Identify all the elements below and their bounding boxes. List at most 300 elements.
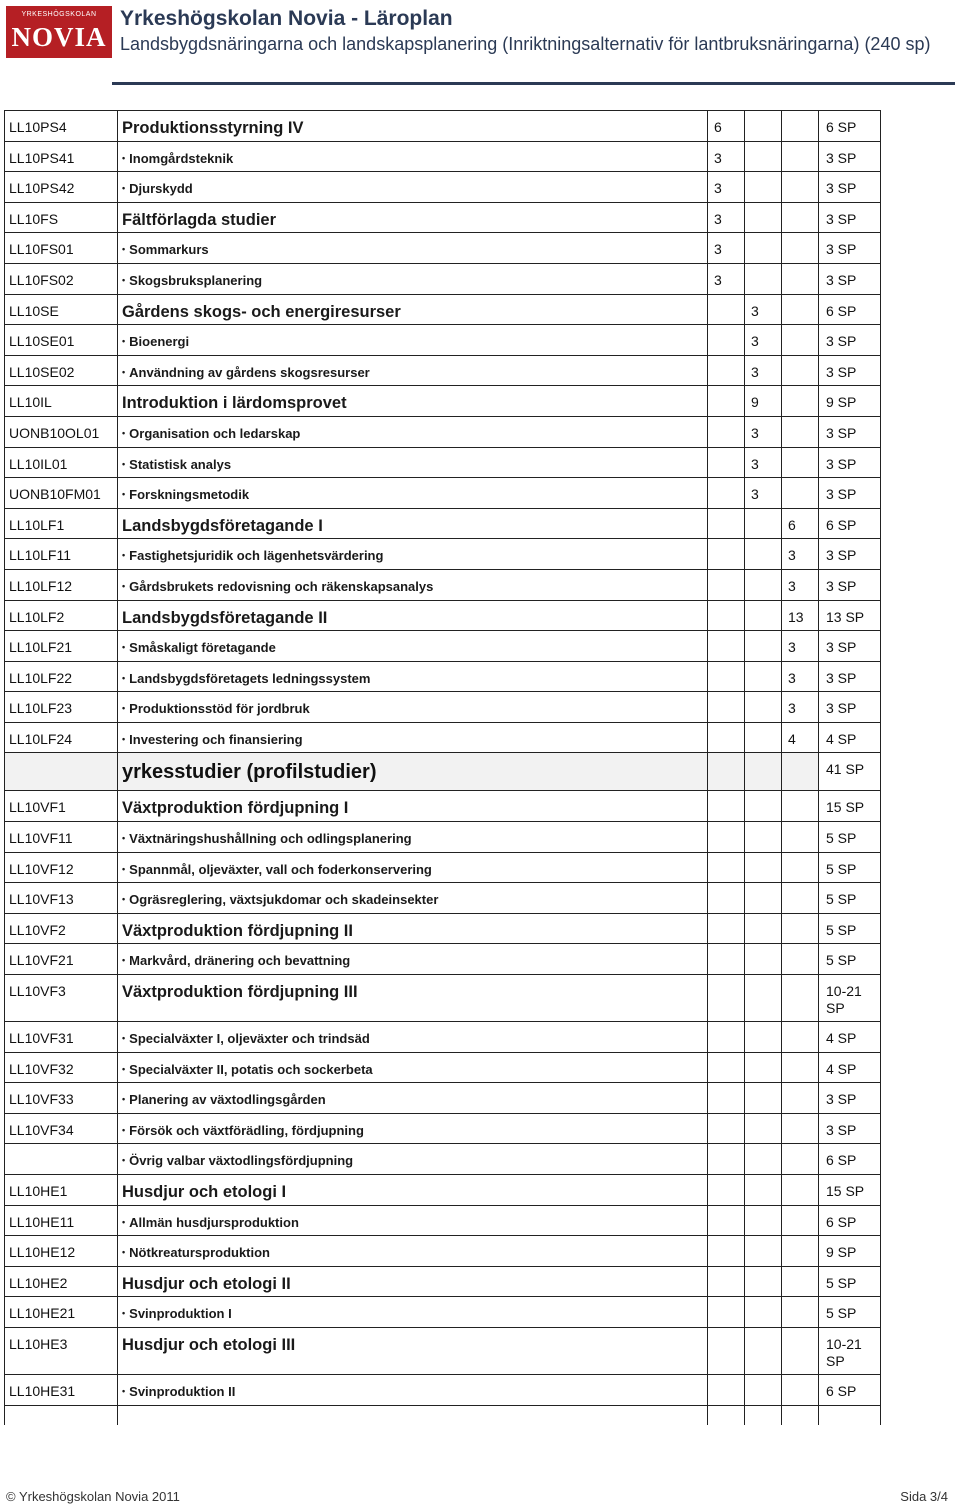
course-row xyxy=(5,1297,881,1328)
course-name-cell xyxy=(118,913,708,944)
course-name-cell xyxy=(118,111,708,142)
credits-total: 41 SP xyxy=(819,753,881,791)
course-code: LL10SE xyxy=(5,294,118,325)
course-name-cell xyxy=(118,569,708,600)
credits-total: 9 SP xyxy=(819,1236,881,1267)
course-code: LL10LF11 xyxy=(5,539,118,570)
credits-col-1 xyxy=(708,1327,745,1374)
course-name-text: Djurskydd xyxy=(129,181,193,197)
credits-col-1 xyxy=(708,355,745,386)
credits-col-2 xyxy=(745,569,782,600)
credits-col-2: 3 xyxy=(745,416,782,447)
credits-col-2 xyxy=(745,172,782,203)
credits-col-1 xyxy=(708,600,745,631)
course-name-cell xyxy=(118,263,708,294)
course-name-text: Nötkreatursproduktion xyxy=(129,1245,270,1261)
course-name: Landsbygdsföretagande I xyxy=(122,516,323,535)
credits-col-3 xyxy=(782,1083,819,1114)
course-code: LL10VF1 xyxy=(5,791,118,822)
credits-col-2: 3 xyxy=(745,478,782,509)
credits-col-2 xyxy=(745,1327,782,1374)
course-name-cell xyxy=(118,1374,708,1405)
bullet-icon: • xyxy=(122,580,126,591)
credits-col-2: 3 xyxy=(745,355,782,386)
credits-col-2 xyxy=(745,692,782,723)
credits-total: 5 SP xyxy=(819,852,881,883)
course-row xyxy=(5,141,881,172)
credits-total: 3 SP xyxy=(819,141,881,172)
credits-total: 3 SP xyxy=(819,692,881,723)
credits-col-2 xyxy=(745,111,782,142)
credits-total: 15 SP xyxy=(819,1175,881,1206)
course-name-text: Bioenergi xyxy=(129,334,190,350)
course-name: Husdjur och etologi II xyxy=(122,1274,291,1293)
course-row xyxy=(5,478,881,509)
credits-total: 6 SP xyxy=(819,294,881,325)
course-name xyxy=(122,831,412,846)
course-code: LL10VF21 xyxy=(5,944,118,975)
credits-col-3 xyxy=(782,1144,819,1175)
credits-col-3: 3 xyxy=(782,692,819,723)
course-name-cell xyxy=(118,478,708,509)
course-row xyxy=(5,631,881,662)
credits-col-3: 3 xyxy=(782,539,819,570)
credits-col-1 xyxy=(708,1374,745,1405)
credits-col-2 xyxy=(745,753,782,791)
course-row xyxy=(5,172,881,203)
course-row xyxy=(5,1083,881,1114)
course-code: LL10HE3 xyxy=(5,1327,118,1374)
credits-total: 6 SP xyxy=(819,111,881,142)
course-code: LL10VF11 xyxy=(5,822,118,853)
credits-col-1 xyxy=(708,692,745,723)
credits-col-2 xyxy=(745,1175,782,1206)
course-name-cell xyxy=(118,202,708,233)
course-name xyxy=(122,273,262,288)
course-name-cell xyxy=(118,722,708,753)
bullet-icon: • xyxy=(122,274,126,285)
course-code: LL10FS02 xyxy=(5,263,118,294)
credits-col-3 xyxy=(782,975,819,1022)
credits-col-1 xyxy=(708,631,745,662)
course-name-cell xyxy=(118,1297,708,1328)
credits-col-3 xyxy=(782,1205,819,1236)
credits-col-2 xyxy=(745,141,782,172)
credits-col-3 xyxy=(782,822,819,853)
course-code: LL10PS41 xyxy=(5,141,118,172)
course-name-cell xyxy=(118,416,708,447)
credits-col-1 xyxy=(708,975,745,1022)
course-name-text: Svinproduktion I xyxy=(129,1306,232,1322)
course-name-cell xyxy=(118,822,708,853)
course-name-cell xyxy=(118,233,708,264)
credits-col-2 xyxy=(745,1236,782,1267)
course-name-text: Fastighetsjuridik och lägenhetsvärdering xyxy=(129,548,384,564)
credits-total: 6 SP xyxy=(819,1205,881,1236)
course-code: LL10IL xyxy=(5,386,118,417)
course-code: LL10HE2 xyxy=(5,1266,118,1297)
course-name-text: Produktionsstöd för jordbruk xyxy=(129,701,310,717)
credits-col-2: 3 xyxy=(745,447,782,478)
credits-total: 10-21 SP xyxy=(819,975,881,1022)
course-code xyxy=(5,753,118,791)
bullet-icon: • xyxy=(122,1124,126,1135)
bullet-icon: • xyxy=(122,427,126,438)
course-name-text: Sommarkurs xyxy=(129,242,209,258)
bullet-icon: • xyxy=(122,733,126,744)
course-name xyxy=(122,1031,370,1046)
bullet-icon: • xyxy=(122,1094,126,1105)
credits-col-1 xyxy=(708,416,745,447)
course-code: LL10VF3 xyxy=(5,975,118,1022)
credits-col-2: 9 xyxy=(745,386,782,417)
course-name xyxy=(122,701,310,716)
course-row xyxy=(5,416,881,447)
credits-col-2 xyxy=(745,722,782,753)
course-name xyxy=(122,334,189,349)
course-row xyxy=(5,111,881,142)
credits-col-3 xyxy=(782,233,819,264)
course-row xyxy=(5,294,881,325)
bullet-icon: • xyxy=(122,152,126,163)
empty-cell xyxy=(819,1405,881,1425)
course-name-text: Spannmål, oljeväxter, vall och foderkonservering xyxy=(129,861,432,877)
credits-col-2 xyxy=(745,944,782,975)
credits-col-1 xyxy=(708,791,745,822)
credits-col-2 xyxy=(745,263,782,294)
credits-total: 3 SP xyxy=(819,569,881,600)
course-row xyxy=(5,539,881,570)
credits-col-2: 3 xyxy=(745,325,782,356)
course-name: Husdjur och etologi III xyxy=(122,1335,296,1354)
credits-col-1 xyxy=(708,1266,745,1297)
bullet-icon: • xyxy=(122,1063,126,1074)
logo-line-1: YRKESHÖGSKOLAN xyxy=(21,11,97,18)
credits-col-3 xyxy=(782,1374,819,1405)
credits-total: 3 SP xyxy=(819,325,881,356)
course-row xyxy=(5,822,881,853)
course-code: LL10VF34 xyxy=(5,1113,118,1144)
course-name-cell xyxy=(118,661,708,692)
credits-total: 4 SP xyxy=(819,1052,881,1083)
course-code: LL10HE31 xyxy=(5,1374,118,1405)
credits-col-3 xyxy=(782,1175,819,1206)
empty-cell xyxy=(782,1405,819,1425)
credits-col-3 xyxy=(782,1113,819,1144)
course-row xyxy=(5,1327,881,1374)
credits-col-3 xyxy=(782,1327,819,1374)
bullet-icon: • xyxy=(122,894,126,905)
course-name-cell xyxy=(118,294,708,325)
course-row xyxy=(5,1052,881,1083)
course-row xyxy=(5,569,881,600)
credits-col-1 xyxy=(708,913,745,944)
credits-col-1: 3 xyxy=(708,172,745,203)
course-row xyxy=(5,975,881,1022)
course-name-text: Försök och växtförädling, fördjupning xyxy=(129,1122,364,1138)
credits-col-2 xyxy=(745,202,782,233)
course-code: LL10LF23 xyxy=(5,692,118,723)
credits-col-3 xyxy=(782,1236,819,1267)
credits-col-2 xyxy=(745,791,782,822)
course-name xyxy=(122,1306,232,1321)
credits-col-2 xyxy=(745,852,782,883)
credits-col-1: 3 xyxy=(708,141,745,172)
bullet-icon: • xyxy=(122,863,126,874)
course-name xyxy=(122,579,433,594)
course-name xyxy=(122,953,350,968)
credits-total: 3 SP xyxy=(819,172,881,203)
credits-col-2: 3 xyxy=(745,294,782,325)
course-name-text: Svinproduktion II xyxy=(129,1383,236,1399)
credits-col-3: 13 xyxy=(782,600,819,631)
bullet-icon: • xyxy=(122,1247,126,1258)
bullet-icon: • xyxy=(122,642,126,653)
credits-col-2 xyxy=(745,1205,782,1236)
credits-col-1 xyxy=(708,478,745,509)
course-name xyxy=(122,1215,299,1230)
credits-total: 6 SP xyxy=(819,1144,881,1175)
course-row xyxy=(5,202,881,233)
credits-col-1 xyxy=(708,294,745,325)
course-name-cell xyxy=(118,852,708,883)
credits-col-3: 6 xyxy=(782,508,819,539)
course-name-cell xyxy=(118,1022,708,1053)
course-code: LL10LF22 xyxy=(5,661,118,692)
credits-col-3 xyxy=(782,325,819,356)
course-name-cell xyxy=(118,600,708,631)
credits-col-1: 3 xyxy=(708,202,745,233)
course-row xyxy=(5,447,881,478)
credits-col-3 xyxy=(782,1052,819,1083)
credits-col-2 xyxy=(745,1022,782,1053)
credits-col-2 xyxy=(745,975,782,1022)
course-name-text: Specialväxter II, potatis och sockerbeta xyxy=(129,1061,373,1077)
credits-col-1 xyxy=(708,722,745,753)
bullet-icon: • xyxy=(122,458,126,469)
course-name-text: Forskningsmetodik xyxy=(129,487,250,503)
course-name xyxy=(122,862,432,877)
credits-col-3 xyxy=(782,416,819,447)
credits-col-3: 3 xyxy=(782,631,819,662)
credits-col-2 xyxy=(745,1083,782,1114)
bullet-icon: • xyxy=(122,336,126,347)
course-name-cell xyxy=(118,1083,708,1114)
credits-col-1 xyxy=(708,447,745,478)
footer-page-number: Sida 3/4 xyxy=(900,1489,948,1504)
credits-col-3 xyxy=(782,791,819,822)
course-name-cell xyxy=(118,1144,708,1175)
credits-col-1 xyxy=(708,539,745,570)
section-row xyxy=(5,753,881,791)
course-code: LL10VF31 xyxy=(5,1022,118,1053)
credits-col-1 xyxy=(708,753,745,791)
credits-col-1 xyxy=(708,1083,745,1114)
course-row xyxy=(5,1144,881,1175)
credits-total: 3 SP xyxy=(819,661,881,692)
course-row xyxy=(5,722,881,753)
course-name-text: Allmän husdjursproduktion xyxy=(129,1214,299,1230)
course-code: LL10LF1 xyxy=(5,508,118,539)
course-name-cell xyxy=(118,325,708,356)
course-name-cell xyxy=(118,539,708,570)
course-row xyxy=(5,355,881,386)
credits-col-2 xyxy=(745,600,782,631)
credits-total: 3 SP xyxy=(819,631,881,662)
bullet-icon: • xyxy=(122,1308,126,1319)
credits-col-3 xyxy=(782,263,819,294)
credits-col-2 xyxy=(745,1266,782,1297)
course-name xyxy=(122,181,193,196)
credits-col-3 xyxy=(782,355,819,386)
credits-col-2 xyxy=(745,539,782,570)
course-name-cell xyxy=(118,1175,708,1206)
course-row xyxy=(5,1022,881,1053)
course-row xyxy=(5,944,881,975)
credits-total: 5 SP xyxy=(819,883,881,914)
course-code: LL10LF24 xyxy=(5,722,118,753)
bullet-icon: • xyxy=(122,1216,126,1227)
course-name xyxy=(122,892,438,907)
credits-col-2 xyxy=(745,661,782,692)
credits-col-1 xyxy=(708,1236,745,1267)
bullet-icon: • xyxy=(122,1385,126,1396)
credits-total: 3 SP xyxy=(819,202,881,233)
course-row xyxy=(5,1205,881,1236)
course-row xyxy=(5,1175,881,1206)
credits-col-3 xyxy=(782,852,819,883)
course-name xyxy=(122,1062,373,1077)
course-name-cell xyxy=(118,883,708,914)
credits-col-3 xyxy=(782,386,819,417)
credits-total: 13 SP xyxy=(819,600,881,631)
course-name-text: Växtnäringshushållning och odlingsplanering xyxy=(129,831,412,847)
course-code: LL10SE01 xyxy=(5,325,118,356)
credits-total: 3 SP xyxy=(819,1113,881,1144)
credits-col-1 xyxy=(708,852,745,883)
course-code: LL10LF2 xyxy=(5,600,118,631)
credits-total: 15 SP xyxy=(819,791,881,822)
course-name: Gårdens skogs- och energiresurser xyxy=(122,302,401,321)
course-row xyxy=(5,325,881,356)
course-name xyxy=(122,1092,326,1107)
course-name xyxy=(122,1384,235,1399)
bullet-icon: • xyxy=(122,833,126,844)
course-name: Produktionsstyrning IV xyxy=(122,119,304,137)
course-name-cell xyxy=(118,1236,708,1267)
credits-col-3 xyxy=(782,478,819,509)
curriculum-table-body xyxy=(5,111,881,1426)
course-row xyxy=(5,1113,881,1144)
course-name-text: Landsbygdsföretagets ledningssystem xyxy=(129,670,371,686)
course-name xyxy=(122,242,209,257)
page-header xyxy=(0,0,960,86)
header-divider xyxy=(112,82,955,85)
course-name-text: Inomgårdsteknik xyxy=(129,150,234,166)
course-name-cell xyxy=(118,508,708,539)
credits-col-2 xyxy=(745,822,782,853)
course-code: LL10HE21 xyxy=(5,1297,118,1328)
bullet-icon: • xyxy=(122,244,126,255)
course-row xyxy=(5,883,881,914)
credits-total: 3 SP xyxy=(819,233,881,264)
course-name xyxy=(122,1245,270,1260)
credits-col-2 xyxy=(745,1144,782,1175)
credits-col-1 xyxy=(708,569,745,600)
course-row xyxy=(5,913,881,944)
section-title: yrkesstudier (profilstudier) xyxy=(122,761,377,784)
bullet-icon: • xyxy=(122,1033,126,1044)
credits-col-3 xyxy=(782,202,819,233)
course-name xyxy=(122,487,249,502)
course-name-text: Övrig valbar växtodlingsfördjupning xyxy=(129,1153,354,1169)
course-name: Fältförlagda studier xyxy=(122,210,277,229)
course-row xyxy=(5,508,881,539)
course-name-cell xyxy=(118,975,708,1022)
empty-cell xyxy=(118,1405,708,1425)
credits-total: 3 SP xyxy=(819,1083,881,1114)
credits-col-1 xyxy=(708,661,745,692)
course-name-cell xyxy=(118,631,708,662)
course-name-cell xyxy=(118,1327,708,1374)
credits-col-1 xyxy=(708,508,745,539)
course-code: UONB10OL01 xyxy=(5,416,118,447)
course-code: LL10FS xyxy=(5,202,118,233)
empty-cell xyxy=(745,1405,782,1425)
credits-total: 5 SP xyxy=(819,1297,881,1328)
course-name xyxy=(122,732,303,747)
credits-total: 10-21 SP xyxy=(819,1327,881,1374)
course-name-cell xyxy=(118,1205,708,1236)
bullet-icon: • xyxy=(122,955,126,966)
course-code: LL10VF13 xyxy=(5,883,118,914)
credits-col-1 xyxy=(708,822,745,853)
curriculum-table xyxy=(4,110,881,1425)
course-name-cell xyxy=(118,355,708,386)
credits-col-3 xyxy=(782,1297,819,1328)
novia-logo xyxy=(6,6,112,58)
course-name: Växtproduktion fördjupning II xyxy=(122,921,353,940)
credits-total: 5 SP xyxy=(819,822,881,853)
school-title: Yrkeshögskolan Novia - Läroplan xyxy=(120,7,453,30)
credits-total: 5 SP xyxy=(819,913,881,944)
credits-col-1 xyxy=(708,1052,745,1083)
credits-total: 4 SP xyxy=(819,722,881,753)
credits-col-3 xyxy=(782,1266,819,1297)
course-name xyxy=(122,365,370,380)
credits-col-1 xyxy=(708,1144,745,1175)
credits-col-2 xyxy=(745,1052,782,1083)
bullet-icon: • xyxy=(122,183,126,194)
bullet-icon: • xyxy=(122,672,126,683)
credits-col-3 xyxy=(782,172,819,203)
credits-total: 3 SP xyxy=(819,263,881,294)
empty-cell xyxy=(5,1405,118,1425)
course-row xyxy=(5,386,881,417)
course-name-cell xyxy=(118,1052,708,1083)
credits-col-3: 4 xyxy=(782,722,819,753)
course-row xyxy=(5,791,881,822)
course-code: LL10LF21 xyxy=(5,631,118,662)
course-name-text: Investering och finansiering xyxy=(129,731,303,747)
course-name xyxy=(122,548,383,563)
credits-col-1: 3 xyxy=(708,233,745,264)
course-row xyxy=(5,852,881,883)
credits-col-1 xyxy=(708,386,745,417)
course-code: LL10HE1 xyxy=(5,1175,118,1206)
credits-col-1 xyxy=(708,883,745,914)
course-name-cell xyxy=(118,944,708,975)
